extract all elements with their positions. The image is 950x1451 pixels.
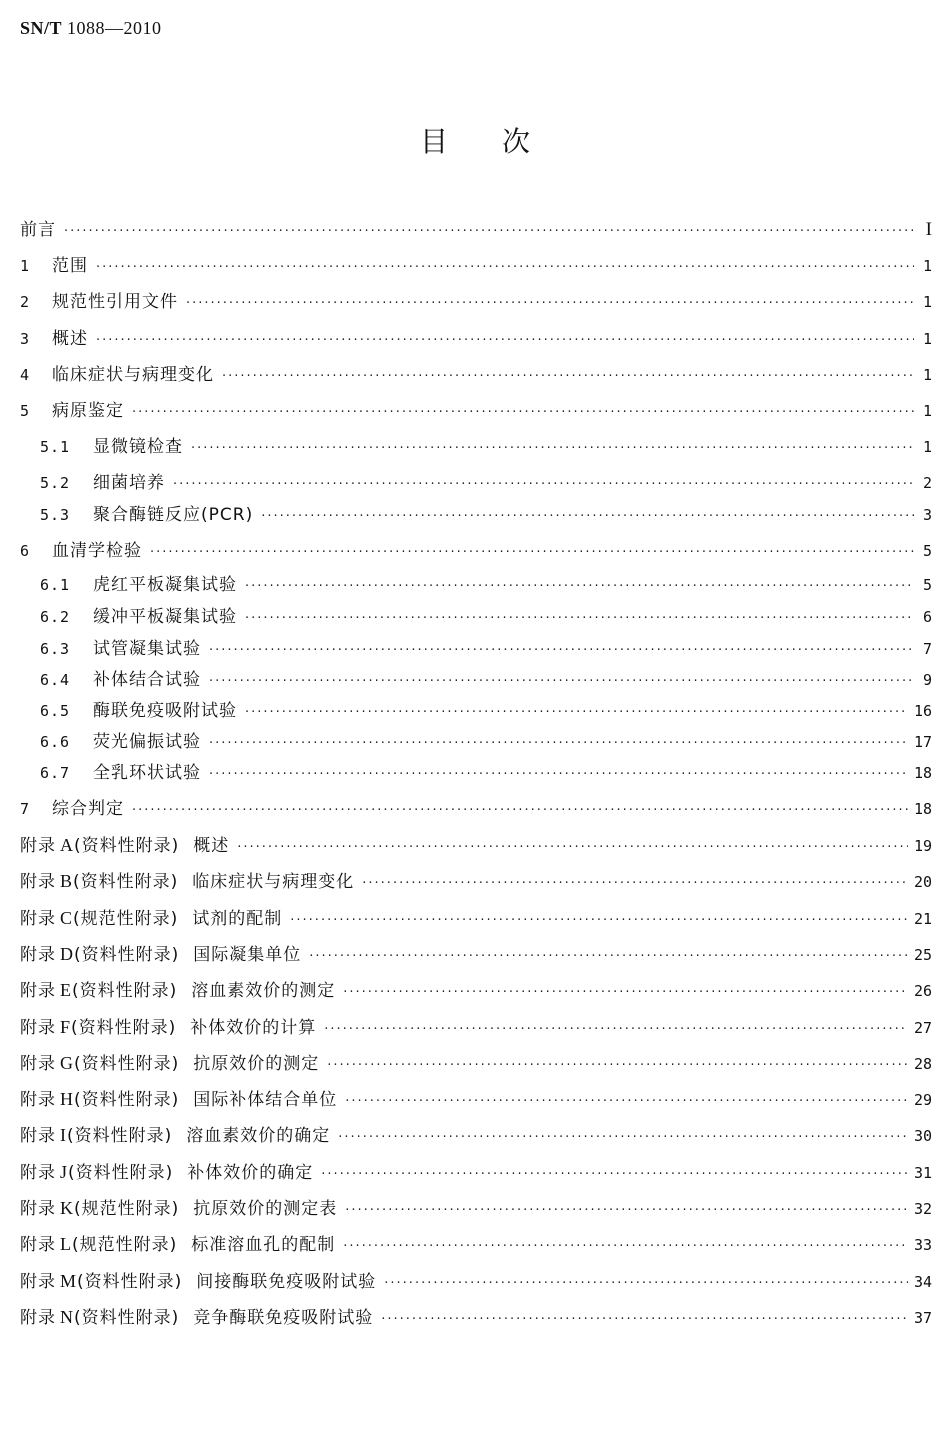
toc-entry[interactable] bbox=[40, 698, 932, 724]
toc-annex-entry[interactable] bbox=[20, 905, 932, 931]
toc-entry-label: 显微镜检查 bbox=[93, 437, 183, 457]
toc-entry[interactable] bbox=[40, 434, 932, 460]
toc-entry-page: 17 bbox=[913, 733, 932, 751]
annex-page: 30 bbox=[913, 1127, 932, 1145]
toc-entry-page: 1 bbox=[922, 293, 932, 311]
toc-entry-page: 1 bbox=[922, 366, 932, 384]
toc-entry[interactable] bbox=[20, 289, 932, 315]
toc-leader-dots bbox=[132, 400, 914, 426]
toc-leader-dots bbox=[209, 762, 908, 788]
toc-annex-entry[interactable] bbox=[20, 1159, 932, 1185]
annex-title: 补体效价的计算 bbox=[190, 1018, 317, 1038]
toc-entry-page: 1 bbox=[922, 402, 932, 420]
annex-letter: H bbox=[60, 1089, 73, 1109]
toc-entry[interactable] bbox=[40, 604, 932, 630]
annex-page: 21 bbox=[913, 910, 932, 928]
toc-leader-dots bbox=[345, 1198, 908, 1224]
annex-letter: E bbox=[60, 980, 71, 1000]
annex-prefix: 附录 bbox=[20, 909, 56, 929]
toc-entry-label: 临床症状与病理变化 bbox=[52, 365, 214, 385]
toc-entry-page: 18 bbox=[913, 764, 932, 782]
toc-entry-label: 细菌培养 bbox=[93, 473, 165, 493]
annex-type: (规范性附录) bbox=[72, 1235, 178, 1255]
toc-entry[interactable] bbox=[40, 667, 932, 693]
toc-entry-page: 5 bbox=[922, 542, 932, 560]
annex-type: (资料性附录) bbox=[68, 1163, 174, 1183]
annex-letter: B bbox=[60, 871, 73, 891]
toc-entry-number: 3 bbox=[20, 330, 31, 348]
annex-letter: L bbox=[60, 1234, 71, 1254]
toc-leader-dots bbox=[362, 871, 908, 897]
toc-leader-dots bbox=[343, 1234, 908, 1260]
toc-leader-dots bbox=[343, 980, 908, 1006]
annex-type: (资料性附录) bbox=[72, 981, 178, 1001]
annex-type: (资料性附录) bbox=[77, 1272, 183, 1292]
annex-prefix: 附录 bbox=[20, 1090, 56, 1110]
toc-entry-number: 6.5 bbox=[40, 702, 71, 720]
toc-leader-dots bbox=[150, 540, 914, 566]
toc-entry-number: 6.7 bbox=[40, 764, 71, 782]
toc-leader-dots bbox=[209, 638, 914, 664]
annex-letter: A bbox=[60, 835, 73, 855]
annex-title: 国际凝集单位 bbox=[193, 945, 302, 965]
toc-leader-dots bbox=[338, 1125, 908, 1151]
toc-annex-entry[interactable] bbox=[20, 832, 932, 858]
standard-prefix: SN/T bbox=[20, 18, 63, 38]
toc-leader-dots bbox=[290, 908, 908, 934]
annex-letter: M bbox=[60, 1271, 77, 1291]
annex-page: 29 bbox=[913, 1091, 932, 1109]
toc-entry-number: 6.4 bbox=[40, 671, 71, 689]
annex-type: (资料性附录) bbox=[74, 1308, 180, 1328]
annex-page: 19 bbox=[913, 837, 932, 855]
toc-annex-entry[interactable] bbox=[20, 941, 932, 967]
toc-leader-dots bbox=[209, 669, 914, 695]
annex-title: 间接酶联免疫吸附试验 bbox=[196, 1272, 377, 1292]
standard-number: 1088—2010 bbox=[67, 18, 162, 38]
toc-leader-dots bbox=[245, 574, 914, 600]
toc-entry-page: 3 bbox=[922, 506, 932, 524]
toc-entry-page: 5 bbox=[922, 576, 932, 594]
annex-prefix: 附录 bbox=[20, 872, 56, 892]
toc-leader-dots bbox=[327, 1053, 908, 1079]
toc-entry-number: 5.1 bbox=[40, 438, 71, 456]
annex-page: 31 bbox=[913, 1164, 932, 1182]
annex-letter: F bbox=[60, 1017, 71, 1037]
annex-type: (资料性附录) bbox=[73, 872, 179, 892]
annex-prefix: 附录 bbox=[20, 836, 56, 856]
toc-entry[interactable] bbox=[20, 538, 932, 564]
toc-entry-number: 5.2 bbox=[40, 474, 71, 492]
toc-entry-page: 1 bbox=[922, 257, 932, 275]
toc-entry-number: 2 bbox=[20, 293, 31, 311]
annex-prefix: 附录 bbox=[20, 1308, 56, 1328]
toc-entry-page: 1 bbox=[922, 330, 932, 348]
annex-letter: I bbox=[60, 1125, 66, 1145]
annex-title: 抗原效价的测定 bbox=[193, 1054, 320, 1074]
annex-letter: J bbox=[60, 1162, 68, 1182]
annex-title: 国际补体结合单位 bbox=[193, 1090, 338, 1110]
toc-annex-entry[interactable] bbox=[20, 1122, 932, 1148]
toc-entry-label: 补体结合试验 bbox=[93, 670, 201, 690]
annex-page: 28 bbox=[913, 1055, 932, 1073]
annex-type: (规范性附录) bbox=[74, 1199, 180, 1219]
annex-type: (资料性附录) bbox=[74, 1090, 180, 1110]
toc-entry-label: 聚合酶链反应(PCR) bbox=[93, 505, 254, 525]
toc-entry[interactable] bbox=[20, 362, 932, 388]
toc-entry-label: 规范性引用文件 bbox=[52, 292, 178, 312]
toc-entry-number: 5.3 bbox=[40, 506, 71, 524]
annex-type: (资料性附录) bbox=[74, 945, 180, 965]
toc-entry-number: 6.1 bbox=[40, 576, 71, 594]
toc-entry-page: I bbox=[925, 219, 932, 240]
annex-prefix: 附录 bbox=[20, 1199, 56, 1219]
annex-type: (规范性附录) bbox=[73, 909, 179, 929]
toc-leader-dots bbox=[309, 944, 908, 970]
toc-entry-number: 6 bbox=[20, 542, 31, 560]
toc-leader-dots bbox=[324, 1017, 908, 1043]
toc-entry-page: 16 bbox=[913, 702, 932, 720]
toc-leader-dots bbox=[321, 1162, 908, 1188]
toc-entry[interactable] bbox=[20, 796, 932, 822]
toc-leader-dots bbox=[222, 364, 914, 390]
toc-entry-label: 血清学检验 bbox=[52, 541, 142, 561]
annex-page: 34 bbox=[913, 1273, 932, 1291]
annex-title: 溶血素效价的测定 bbox=[191, 981, 336, 1001]
annex-letter: K bbox=[60, 1198, 73, 1218]
annex-letter: C bbox=[60, 908, 73, 928]
annex-page: 26 bbox=[913, 982, 932, 1000]
toc-leader-dots bbox=[384, 1271, 908, 1297]
annex-prefix: 附录 bbox=[20, 1235, 56, 1255]
toc-entry-number: 5 bbox=[20, 402, 31, 420]
annex-prefix: 附录 bbox=[20, 981, 56, 1001]
annex-prefix: 附录 bbox=[20, 1163, 56, 1183]
toc-leader-dots bbox=[132, 798, 908, 824]
toc-entry-page: 2 bbox=[922, 474, 932, 492]
annex-title: 溶血素效价的确定 bbox=[186, 1126, 331, 1146]
toc-entry-label: 全乳环状试验 bbox=[93, 763, 201, 783]
toc-entry-label: 概述 bbox=[52, 329, 88, 349]
toc-leader-dots bbox=[191, 436, 914, 462]
page-title: 目次 bbox=[419, 125, 584, 158]
toc-leader-dots bbox=[209, 731, 908, 757]
toc-annex-entry[interactable] bbox=[20, 1268, 932, 1294]
annex-prefix: 附录 bbox=[20, 1018, 56, 1038]
toc-entry-number: 6.6 bbox=[40, 733, 71, 751]
table-of-contents bbox=[20, 0, 932, 1451]
toc-entry[interactable] bbox=[40, 502, 932, 528]
annex-page: 27 bbox=[913, 1019, 932, 1037]
toc-annex-entry[interactable] bbox=[20, 1195, 932, 1221]
annex-letter: N bbox=[60, 1307, 73, 1327]
toc-annex-entry[interactable] bbox=[20, 868, 932, 894]
annex-letter: G bbox=[60, 1053, 73, 1073]
annex-prefix: 附录 bbox=[20, 1054, 56, 1074]
toc-entry[interactable] bbox=[40, 470, 932, 496]
toc-leader-dots bbox=[245, 606, 914, 632]
annex-type: (资料性附录) bbox=[74, 1054, 180, 1074]
toc-entry-label: 酶联免疫吸附试验 bbox=[93, 701, 237, 721]
toc-entry[interactable] bbox=[20, 217, 932, 243]
toc-entry[interactable] bbox=[40, 636, 932, 662]
annex-page: 20 bbox=[913, 873, 932, 891]
toc-leader-dots bbox=[237, 835, 908, 861]
toc-annex-entry[interactable] bbox=[20, 1050, 932, 1076]
toc-leader-dots bbox=[245, 700, 908, 726]
annex-type: (资料性附录) bbox=[74, 836, 180, 856]
annex-prefix: 附录 bbox=[20, 945, 56, 965]
toc-entry[interactable] bbox=[40, 760, 932, 786]
toc-leader-dots bbox=[96, 255, 914, 281]
toc-entry-number: 6.3 bbox=[40, 640, 71, 658]
toc-leader-dots bbox=[64, 219, 914, 245]
toc-leader-dots bbox=[381, 1307, 908, 1333]
toc-leader-dots bbox=[186, 291, 914, 317]
annex-title: 抗原效价的测定表 bbox=[193, 1199, 338, 1219]
toc-annex-entry[interactable] bbox=[20, 1086, 932, 1112]
toc-entry-page: 6 bbox=[922, 608, 932, 626]
toc-entry[interactable] bbox=[40, 729, 932, 755]
annex-title: 补体效价的确定 bbox=[187, 1163, 314, 1183]
toc-entry[interactable] bbox=[20, 253, 932, 279]
toc-entry-label: 试管凝集试验 bbox=[93, 639, 201, 659]
annex-letter: D bbox=[60, 944, 73, 964]
annex-prefix: 附录 bbox=[20, 1126, 56, 1146]
toc-entry-label: 荧光偏振试验 bbox=[93, 732, 201, 752]
toc-entry-number: 4 bbox=[20, 366, 31, 384]
annex-prefix: 附录 bbox=[20, 1272, 56, 1292]
annex-type: (资料性附录) bbox=[67, 1126, 173, 1146]
toc-entry-label: 前言 bbox=[20, 220, 56, 240]
annex-page: 37 bbox=[913, 1309, 932, 1327]
toc-entry-label: 缓冲平板凝集试验 bbox=[93, 607, 237, 627]
toc-entry-label: 虎红平板凝集试验 bbox=[93, 575, 237, 595]
toc-annex-entry[interactable] bbox=[20, 1304, 932, 1330]
toc-entry-number: 6.2 bbox=[40, 608, 71, 626]
annex-page: 33 bbox=[913, 1236, 932, 1254]
annex-page: 32 bbox=[913, 1200, 932, 1218]
toc-annex-entry[interactable] bbox=[20, 977, 932, 1003]
annex-title: 试剂的配制 bbox=[192, 909, 283, 929]
toc-entry[interactable] bbox=[20, 326, 932, 352]
annex-page: 25 bbox=[913, 946, 932, 964]
toc-entry-page: 1 bbox=[922, 438, 932, 456]
toc-entry-number: 1 bbox=[20, 257, 31, 275]
toc-entry-number: 7 bbox=[20, 800, 31, 818]
toc-entry-label: 综合判定 bbox=[52, 799, 124, 819]
annex-title: 临床症状与病理变化 bbox=[192, 872, 355, 892]
toc-annex-entry[interactable] bbox=[20, 1014, 932, 1040]
annex-title: 概述 bbox=[193, 836, 230, 856]
toc-entry[interactable] bbox=[20, 398, 932, 424]
annex-title: 竞争酶联免疫吸附试验 bbox=[193, 1308, 374, 1328]
toc-entry-page: 9 bbox=[922, 671, 932, 689]
toc-leader-dots bbox=[96, 328, 914, 354]
toc-leader-dots bbox=[261, 504, 914, 530]
annex-type: (资料性附录) bbox=[71, 1018, 177, 1038]
toc-entry-label: 范围 bbox=[52, 256, 88, 276]
toc-entry[interactable] bbox=[40, 572, 932, 598]
toc-annex-entry[interactable] bbox=[20, 1231, 932, 1257]
toc-leader-dots bbox=[345, 1089, 908, 1115]
annex-title: 标准溶血孔的配制 bbox=[191, 1235, 336, 1255]
toc-entry-page: 18 bbox=[913, 800, 932, 818]
toc-entry-page: 7 bbox=[922, 640, 932, 658]
toc-leader-dots bbox=[173, 472, 914, 498]
toc-entry-label: 病原鉴定 bbox=[52, 401, 124, 421]
